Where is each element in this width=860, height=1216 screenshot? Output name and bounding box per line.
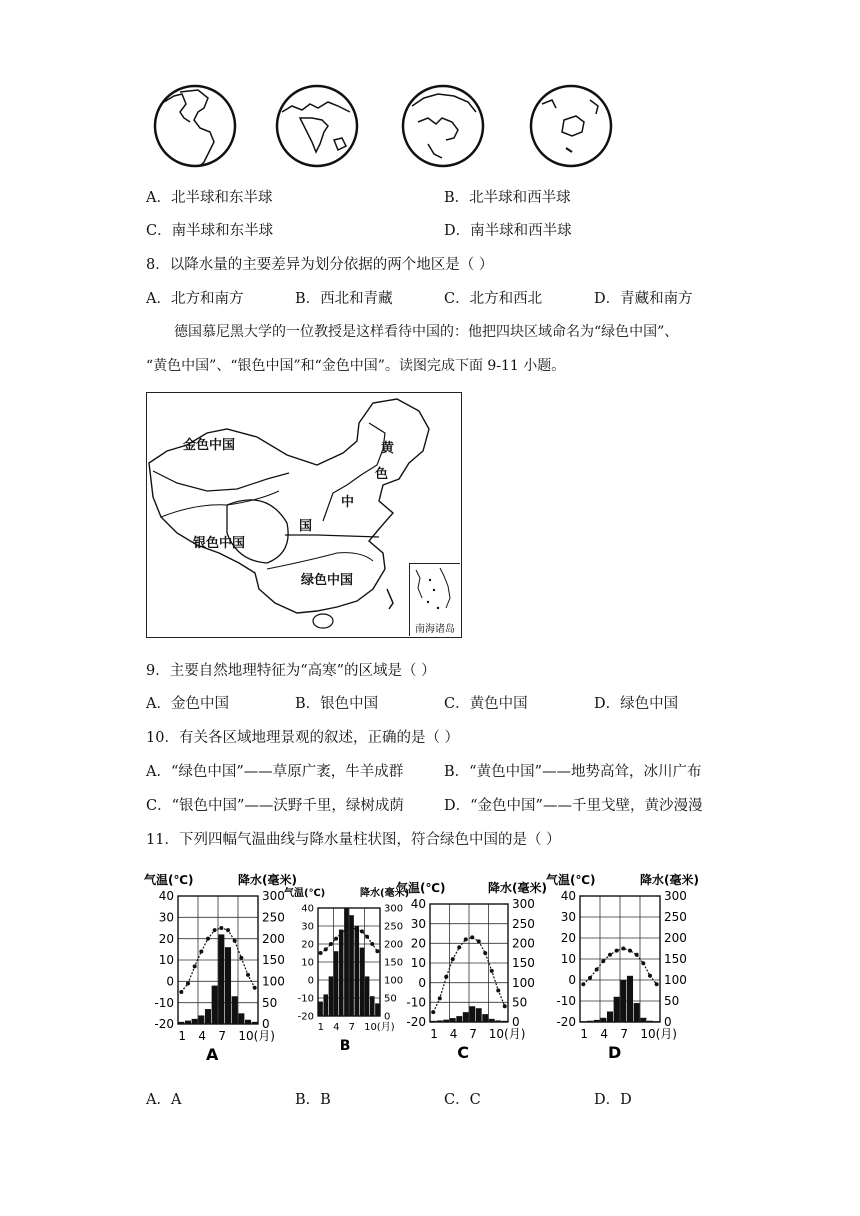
chart-b-month-tick: 4 bbox=[333, 1022, 340, 1033]
chart-d-temp-point bbox=[615, 949, 619, 953]
q9-stem: 9．主要自然地理特征为“高寒”的区域是（ ） bbox=[146, 663, 436, 679]
chart-a-temp-point bbox=[213, 928, 217, 932]
chart-d-precip-bar bbox=[614, 997, 620, 1022]
q7-option-b[interactable]: B．北半球和西半球 bbox=[444, 190, 571, 206]
chart-b-temp-point bbox=[324, 947, 328, 951]
south-china-sea-inset bbox=[409, 563, 460, 636]
chart-a-precip-tick: 100 bbox=[262, 974, 285, 989]
chart-b-temp-point bbox=[329, 942, 333, 946]
chart-d-month-tick: 1 bbox=[580, 1027, 588, 1041]
chart-d-temp-tick: 10 bbox=[560, 952, 576, 967]
chart-c-precip-bar bbox=[450, 1018, 456, 1022]
label-yellow-char-1: 黄 bbox=[381, 441, 395, 456]
chart-c-temp-tick: 10 bbox=[410, 956, 426, 971]
chart-a-temp-tick: -10 bbox=[154, 995, 174, 1010]
q11-option-b[interactable]: B．B bbox=[295, 1092, 331, 1108]
chart-d-temp-point bbox=[648, 974, 652, 978]
chart-d-precip-tick: 250 bbox=[664, 910, 687, 925]
chart-a-precip-bar bbox=[205, 1009, 211, 1024]
chart-a-precip-tick: 0 bbox=[262, 1017, 270, 1032]
chart-c-precip-bar bbox=[482, 1014, 488, 1022]
q10-option-c[interactable]: C．“银色中国”——沃野千里，绿树成荫 bbox=[146, 798, 404, 814]
chart-b-temp-point bbox=[375, 949, 379, 953]
chart-a-month-tick: 7 bbox=[218, 1029, 226, 1043]
chart-d-precip-bar bbox=[594, 1020, 600, 1022]
q9-option-b[interactable]: B．银色中国 bbox=[295, 696, 379, 712]
chart-a-precip-tick: 300 bbox=[262, 889, 285, 904]
chart-a-precip-bar bbox=[238, 1013, 244, 1024]
chart-b-precip-tick: 300 bbox=[384, 903, 404, 915]
chart-d-temp-point bbox=[601, 959, 605, 963]
chart-d-precip-bar bbox=[627, 976, 633, 1022]
chart-a-month-tick: 1 bbox=[178, 1029, 186, 1043]
chart-b-precip-bar bbox=[334, 951, 339, 1016]
chart-b-temp-tick: 30 bbox=[301, 921, 314, 933]
chart-c-precip-tick: 0 bbox=[512, 1015, 520, 1030]
chart-b-month-tick: 7 bbox=[348, 1022, 355, 1033]
q8-stem: 8．以降水量的主要差异为划分依据的两个地区是（ ） bbox=[146, 257, 494, 273]
chart-c-precip-tick: 50 bbox=[512, 995, 528, 1010]
chart-a-temp-tick: 30 bbox=[158, 910, 174, 925]
chart-c-temp-point bbox=[438, 996, 442, 1000]
chart-c-temp-point bbox=[503, 1004, 507, 1008]
chart-b-temp-tick: -20 bbox=[297, 1011, 314, 1023]
q10-option-a[interactable]: A．“绿色中国”——草原广袤，牛羊成群 bbox=[146, 764, 404, 780]
chart-a-precip-axis-label: 降水(毫米) bbox=[238, 873, 297, 887]
chart-c-temp-point bbox=[490, 969, 494, 973]
chart-b-precip-bar bbox=[365, 976, 370, 1016]
chart-b-temp-point bbox=[370, 942, 374, 946]
chart-d-temp-tick: 20 bbox=[560, 931, 576, 946]
chart-a-precip-tick: 50 bbox=[262, 995, 278, 1010]
chart-d-precip-bar bbox=[587, 1021, 593, 1022]
chart-d-precip-tick: 200 bbox=[664, 931, 687, 946]
chart-b-precip-tick: 50 bbox=[384, 993, 397, 1005]
chart-b-precip-bar bbox=[318, 1002, 323, 1016]
chart-a-temp-point bbox=[206, 937, 210, 941]
chart-c-temp-point bbox=[477, 939, 481, 943]
chart-a-precip-bar bbox=[225, 947, 231, 1024]
chart-d-precip-tick: 0 bbox=[664, 1015, 672, 1030]
chart-c-temp-point bbox=[451, 957, 455, 961]
label-yellow-char-4: 国 bbox=[299, 519, 313, 534]
chart-c-precip-bar bbox=[495, 1020, 501, 1022]
chart-a-temp-axis-label: 气温(℃) bbox=[144, 873, 194, 887]
chart-b-precip-tick: 100 bbox=[384, 975, 404, 987]
chart-a-precip-bar bbox=[218, 934, 224, 1024]
chart-a-temp-point bbox=[233, 939, 237, 943]
q11-stem: 11．下列四幅气温曲线与降水量柱状图，符合绿色中国的是（ ） bbox=[146, 832, 561, 848]
q8-option-d[interactable]: D．青藏和南方 bbox=[594, 291, 693, 307]
china-region-map bbox=[146, 392, 462, 638]
chart-a-temp-point bbox=[253, 986, 257, 990]
chart-c-temp-point bbox=[464, 937, 468, 941]
passage-line-1: 德国慕尼黑大学的一位教授是这样看待中国的：他把四块区域命名为“绿色中国”、 bbox=[174, 324, 679, 340]
chart-a-precip-tick: 200 bbox=[262, 931, 285, 946]
label-yellow-char-2: 色 bbox=[375, 467, 389, 482]
q9-option-d[interactable]: D．绿色中国 bbox=[594, 696, 679, 712]
chart-b-temp-point bbox=[334, 937, 338, 941]
chart-c-precip-bar bbox=[456, 1016, 462, 1022]
chart-b-temp-tick: 40 bbox=[301, 903, 314, 915]
q8-option-b[interactable]: B．西北和青藏 bbox=[295, 291, 393, 307]
chart-d-month-tick: 10(月) bbox=[640, 1027, 677, 1041]
chart-b-temp-point bbox=[344, 928, 348, 932]
chart-d-precip-bar bbox=[640, 1018, 646, 1022]
q9-option-a[interactable]: A．金色中国 bbox=[146, 696, 229, 712]
chart-a-precip-tick: 250 bbox=[262, 910, 285, 925]
chart-b-temp-point bbox=[319, 951, 323, 955]
q8-option-a[interactable]: A．北方和南方 bbox=[146, 291, 244, 307]
chart-b-temp-tick: 10 bbox=[301, 957, 314, 969]
chart-b-temp-axis-label: 气温(℃) bbox=[284, 888, 326, 899]
chart-b-precip-bar bbox=[354, 926, 359, 1016]
chart-c-month-tick: 4 bbox=[449, 1027, 458, 1041]
chart-a-temp-point bbox=[199, 949, 203, 953]
chart-a-precip-tick: 150 bbox=[262, 953, 285, 968]
chart-a-precip-bar bbox=[212, 986, 218, 1024]
globe-3-icon bbox=[403, 86, 483, 166]
chart-c-precip-bar bbox=[489, 1019, 495, 1022]
climate-charts bbox=[140, 858, 720, 1074]
chart-d-precip-tick: 300 bbox=[664, 889, 687, 904]
chart-a-temp-tick: 10 bbox=[158, 953, 174, 968]
chart-d-precip-bar bbox=[620, 980, 626, 1022]
q11-option-c[interactable]: C．C bbox=[444, 1092, 481, 1108]
chart-a-temp-point bbox=[226, 928, 230, 932]
chart-c-temp-point bbox=[470, 935, 474, 939]
q7-option-c[interactable]: C．南半球和东半球 bbox=[146, 223, 274, 239]
chart-a-temp-tick: 0 bbox=[166, 974, 174, 989]
chart-d-month-tick: 4 bbox=[600, 1027, 608, 1041]
chart-a-temp-point bbox=[239, 956, 243, 960]
chart-d-precip-tick: 150 bbox=[664, 952, 687, 967]
chart-b-precip-axis-label: 降水(毫米) bbox=[360, 888, 410, 899]
chart-b-precip-bar bbox=[344, 908, 349, 1016]
chart-b-temp-point bbox=[350, 926, 354, 930]
q10-stem: 10．有关各区域地理景观的叙述，正确的是（ ） bbox=[146, 730, 460, 746]
chart-a-precip-bar bbox=[198, 1015, 204, 1024]
chart-b-temp-point bbox=[339, 931, 343, 935]
chart-d-temp-tick: -20 bbox=[556, 1015, 576, 1030]
chart-c-label: C bbox=[457, 1043, 470, 1062]
chart-d-temp-tick: -10 bbox=[556, 994, 576, 1009]
chart-d-temp-point bbox=[641, 961, 645, 965]
inset-label: 南海诸岛 bbox=[415, 624, 455, 635]
chart-d-temp-point bbox=[635, 953, 639, 957]
chart-c-temp-tick: 0 bbox=[418, 975, 426, 990]
inset-islands-icon bbox=[410, 564, 458, 616]
globe-1-icon bbox=[155, 86, 235, 166]
chart-c-precip-bar bbox=[469, 1006, 475, 1022]
chart-d-precip-bar bbox=[634, 1003, 640, 1022]
globe-4-icon bbox=[531, 86, 611, 166]
chart-c-precip-bar bbox=[502, 1021, 508, 1022]
chart-a-temp-tick: -20 bbox=[154, 1017, 174, 1032]
chart-b-temp-tick: 20 bbox=[301, 939, 314, 951]
label-green-china: 绿色中国 bbox=[301, 573, 354, 588]
chart-d-precip-axis-label: 降水(毫米) bbox=[640, 873, 699, 887]
chart-b-precip-bar bbox=[375, 1003, 380, 1016]
chart-d-precip-bar bbox=[607, 1012, 613, 1023]
chart-b-label: B bbox=[339, 1038, 351, 1054]
chart-a-temp-point bbox=[193, 964, 197, 968]
globe-2-icon bbox=[277, 86, 357, 166]
chart-a-temp-point bbox=[219, 926, 223, 930]
chart-d-precip-tick: 100 bbox=[664, 973, 687, 988]
chart-a-month-tick: 4 bbox=[198, 1029, 206, 1043]
q11-option-d[interactable]: D．D bbox=[594, 1092, 632, 1108]
chart-a-temp-point bbox=[179, 990, 183, 994]
chart-b-precip-bar bbox=[329, 976, 334, 1016]
chart-a-precip-bar bbox=[192, 1019, 198, 1024]
chart-c-temp-axis-label: 气温(℃) bbox=[396, 881, 446, 895]
chart-d-precip-tick: 50 bbox=[664, 994, 680, 1009]
chart-c-temp-point bbox=[483, 951, 487, 955]
chart-b-temp-point bbox=[360, 929, 364, 933]
q9-option-c[interactable]: C．黄色中国 bbox=[444, 696, 528, 712]
chart-b-precip-bar bbox=[339, 930, 344, 1016]
chart-d-precip-bar bbox=[654, 1021, 660, 1022]
chart-c-precip-bar bbox=[463, 1012, 469, 1022]
chart-a-precip-bar bbox=[185, 1021, 191, 1024]
chart-c-precip-bar bbox=[443, 1020, 449, 1022]
chart-d-temp-point bbox=[588, 976, 592, 980]
chart-c-precip-bar bbox=[430, 1021, 436, 1022]
chart-c-temp-tick: -20 bbox=[406, 1015, 426, 1030]
chart-b-temp-point bbox=[365, 935, 369, 939]
chart-b-precip-tick: 150 bbox=[384, 957, 404, 969]
globes-figure bbox=[150, 82, 620, 172]
chart-c-temp-point bbox=[431, 1010, 435, 1014]
chart-c-temp-tick: 20 bbox=[410, 936, 426, 951]
chart-d-precip-bar bbox=[600, 1018, 606, 1022]
chart-d-temp-point bbox=[581, 982, 585, 986]
chart-c-temp-point bbox=[457, 945, 461, 949]
q11-option-a[interactable]: A．A bbox=[146, 1092, 182, 1108]
chart-b-precip-bar bbox=[360, 948, 365, 1016]
chart-b-precip-bar bbox=[370, 996, 375, 1016]
chart-d-temp-point bbox=[655, 982, 659, 986]
chart-b-precip-bar bbox=[323, 994, 328, 1016]
chart-b-precip-tick: 250 bbox=[384, 921, 404, 933]
chart-a-temp-tick: 20 bbox=[158, 931, 174, 946]
chart-d-month-tick: 7 bbox=[620, 1027, 628, 1041]
chart-c-month-tick: 10(月) bbox=[488, 1027, 526, 1041]
chart-d-temp-point bbox=[608, 953, 612, 957]
chart-b-precip-bar bbox=[349, 915, 354, 1016]
chart-d-temp-tick: 0 bbox=[568, 973, 576, 988]
chart-c-temp-point bbox=[444, 975, 448, 979]
chart-a-temp-tick: 40 bbox=[158, 889, 174, 904]
chart-b-month-tick: 1 bbox=[317, 1022, 324, 1033]
chart-b-temp-tick: 0 bbox=[307, 975, 314, 987]
chart-b-precip-tick: 200 bbox=[384, 939, 404, 951]
q7-option-d[interactable]: D．南半球和西半球 bbox=[444, 223, 572, 239]
chart-d-temp-tick: 40 bbox=[560, 889, 576, 904]
chart-a-precip-bar bbox=[178, 1022, 184, 1024]
chart-c-precip-tick: 100 bbox=[512, 975, 535, 990]
q7-option-a[interactable]: A．北半球和东半球 bbox=[146, 190, 273, 206]
label-yellow-char-3: 中 bbox=[341, 495, 355, 510]
chart-c-precip-bar bbox=[437, 1020, 443, 1022]
q10-option-b[interactable]: B．“黄色中国”——地势高耸，冰川广布 bbox=[444, 764, 702, 780]
chart-c-precip-tick: 150 bbox=[512, 956, 535, 971]
chart-b-temp-point bbox=[355, 928, 359, 932]
chart-c-precip-tick: 200 bbox=[512, 936, 535, 951]
chart-d-temp-tick: 30 bbox=[560, 910, 576, 925]
chart-a-label: A bbox=[206, 1045, 219, 1064]
chart-c-temp-point bbox=[496, 989, 500, 993]
chart-d-temp-axis-label: 气温(℃) bbox=[546, 873, 596, 887]
chart-d-temp-point bbox=[628, 949, 632, 953]
chart-d-temp-point bbox=[595, 968, 599, 972]
chart-a-precip-bar bbox=[252, 1022, 258, 1024]
chart-a-precip-bar bbox=[245, 1020, 251, 1024]
chart-d-temp-point bbox=[621, 947, 625, 951]
chart-a-month-tick: 10(月) bbox=[238, 1029, 275, 1043]
chart-c-temp-tick: 30 bbox=[410, 916, 426, 931]
chart-c-temp-tick: 40 bbox=[410, 897, 426, 912]
chart-d-precip-bar bbox=[647, 1021, 653, 1022]
chart-c-precip-tick: 250 bbox=[512, 916, 535, 931]
chart-c-precip-axis-label: 降水(毫米) bbox=[488, 881, 547, 895]
chart-b-precip-tick: 0 bbox=[384, 1011, 391, 1023]
chart-c-temp-tick: -10 bbox=[406, 995, 426, 1010]
chart-c-month-tick: 1 bbox=[430, 1027, 438, 1041]
chart-c-precip-tick: 300 bbox=[512, 897, 535, 912]
chart-a-temp-point bbox=[246, 973, 250, 977]
chart-b-temp-tick: -10 bbox=[297, 993, 314, 1005]
label-silver-china: 银色中国 bbox=[193, 536, 246, 551]
passage-line-2: “黄色中国”、“银色中国”和“金色中国”。读图完成下面 9-11 小题。 bbox=[146, 358, 566, 374]
chart-d-label: D bbox=[608, 1043, 622, 1062]
label-gold-china: 金色中国 bbox=[183, 438, 236, 453]
q8-option-c[interactable]: C．北方和西北 bbox=[444, 291, 543, 307]
chart-a-precip-bar bbox=[232, 996, 238, 1024]
chart-d-precip-bar bbox=[580, 1021, 586, 1022]
chart-c-month-tick: 7 bbox=[469, 1027, 477, 1041]
chart-c-precip-bar bbox=[476, 1008, 482, 1022]
chart-a-temp-point bbox=[186, 981, 190, 985]
chart-b-month-tick: 10(月) bbox=[364, 1022, 395, 1033]
q10-option-d[interactable]: D．“金色中国”——千里戈壁，黄沙漫漫 bbox=[444, 798, 703, 814]
